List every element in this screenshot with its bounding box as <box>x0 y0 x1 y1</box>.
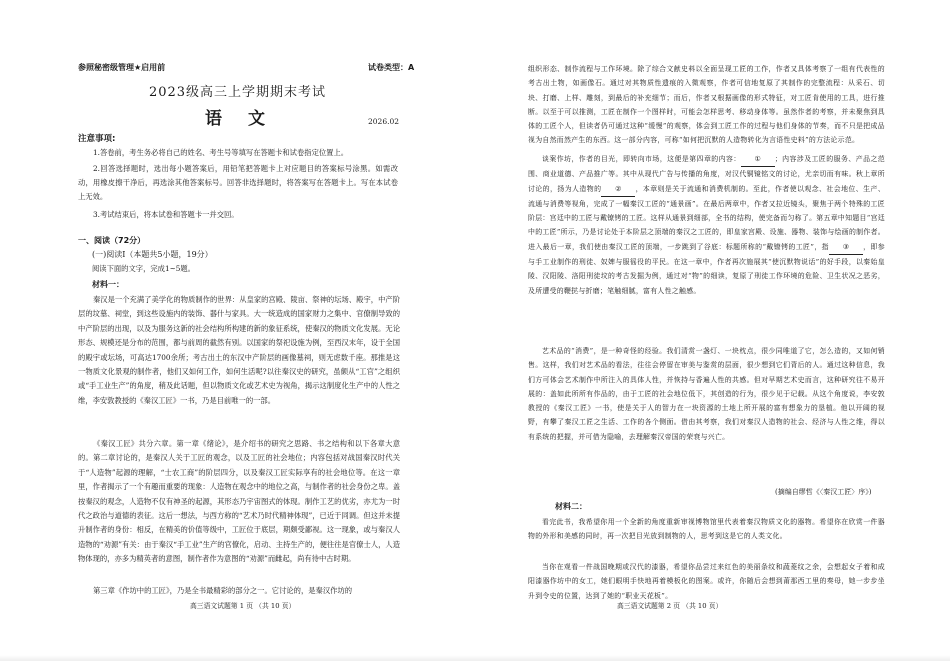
scan-edge <box>0 655 950 661</box>
material-1-para-4: 组织形态、制作流程与工作环境。除了综合文献史料以全面呈现工匠的工作，作者又具体考察了一组有代表性的考古出土物，如画像石。通过对其物质性遗痕的入微观察，作者可信地复原了其制作的完整流程：从采石、切块、打磨、上样、雕刻，到最后的补充细节；而后，作者又根据画像的形式特征，对工匠肯使用的工具，进行推断。以至于可以推测，工匠在制作一个图样时，可能会怎样思考、移动身体等。虽然作者的考察，并未聚焦到具体的工匠个人，但读者仍可通过这种“缓慢”的观察，体会到工匠工作的过程与他们身体的节奏，而不只是把成品视为自然而然产生的东西。这一部分内容，可称“如何把沉默的人造物转化为言语性史料”的方法论示范。 <box>528 65 885 145</box>
material-1-para-2: 《秦汉工匠》共分六章。第一章《绪论》，是介绍书的研究之思路、书之结构和以下各章大意的。第二章讨论的，是秦汉人关于工匠的观念，以及工匠的社会地位；内容包括对战国秦汉时代关于“人造物”起源的理解，“士农工商”的阶层四分，以及秦汉工匠实际享有的社会地位等。在这一章里，作者揭示了一个有趣而重要的现象：人造物在观念中的地位之高，与制作者的社会身份之卑。盖按秦汉的观念，人造物不仅有神圣的起源，其形态乃宇宙图式的体现。制作工艺的优劣，亦尤为一时代之政治与道德的表征。这后一想法，与西方称的“艺术乃时代精神体现”，已近于同调。但这并未提升制作者的身份：相反，在精美的价值等级中，工匠位于底层，期颇受鄙视。这一现象，或与秦汉人造物的“劝源”有关：由于秦汉“手工业”生产的官僚化，启动、主持生产的，便往往是官僚士人，人造物体现的，亦多为精英者的意图，制作者作为意图的“劝源”而雌起，尚有待中古时期。 <box>78 439 400 564</box>
note-2: 2.回答选择题时，选出每小题答案后，用铅笔把答题卡上对应题目的答案标号涂黑。如需改动，用橡皮擦干净后，再选涂其他答案标号。回答非选择题时，将答案写在答题卡上。写在本试卷上无效。 <box>78 164 398 201</box>
page-2 <box>475 0 950 661</box>
subsection-heading: (一)阅读Ⅰ（本题共5小题，19分） <box>92 250 213 259</box>
material-1-para-3: 第三章《作坊中的工匠》，乃是全书最精彩的部分之一。它讨论的，是秦汉作坊的 <box>93 586 353 595</box>
blank-2: ② <box>601 182 635 197</box>
para-5-text-3: ，本章则是关于流通和消费机制的。至此，作者使以观念、社会地位、生产、流通与消费等视角，完成了一幅秦汉工匠的“通景画”。在最后两章中，作者又拉近镜头，聚焦于两个特殊的工匠阶层：宫廷中的工匠与戴镣铐的工匠。这样从通景到细部，全书的结构，使完备而匀称了。第五章中知题目“宫廷中的工匠”所示，乃是讨论处于本阶层之顶端的秦汉之工匠的，即皇家宫殿、设施、器物、装饰与绘画的制作者。进入最后一章，我们使由秦汉工匠的顶端，一步跳到了谷底：标题所称的“戴镣铐的工匠”，指 <box>528 184 886 251</box>
section-heading: 一、阅读（72分） <box>78 236 146 245</box>
citation: (摘编自缪哲《〈秦汉工匠〉序》) <box>775 488 872 496</box>
material-2-para-1: 看完此书，我希望你用一个全新的角度重新审视博物馆里代表着秦汉物质文化的器物。希望你在欣赏一件器物的外形和美感的同时，再一次把目光放到制物的人，思考到这是它的人类文化。 <box>528 518 885 541</box>
blank-3: ③ <box>829 240 863 255</box>
page-1-footer: 高三语文试题第 1 页 （共 10 页） <box>190 602 296 610</box>
exam-date: 2026.02 <box>368 117 400 126</box>
confidentiality-label: 参照秘密级管理★启用前 <box>78 63 166 72</box>
exam-title: 2023级高三上学期期末考试 <box>148 85 327 100</box>
note-3: 3.考试结束后，将本试卷和答题卡一并交回。 <box>93 210 239 219</box>
paper-type-label: 试卷类型：A <box>368 63 415 72</box>
para-5-text-1: 谈案作坊，作者的目光，即转向市场，这便是第四章的内容： <box>542 155 741 163</box>
para-5-text-4: ，即参与手工业制作的刑徒、奴婢与服徭役的平民。在这一章中，作者再次施展其“使沉默物说话”的好手段，以秦始皇陵、汉阳陵、洛阳刑徒坟的考古发掘为例，通过对“物”的细读，复原了刑徒工作环境的危险、卫生状况之恶劣，及所遭受的鞭挞与折磨；笔触细腻，富有人性之触感。 <box>528 242 885 295</box>
material-1-para-5 <box>528 152 885 332</box>
material-1-label: 材料一： <box>92 280 124 289</box>
material-2-label: 材料二： <box>555 502 587 511</box>
note-1: 1.答卷前，考生务必将自己的姓名、考生号等填写在答题卡和试卷指定位置上。 <box>93 148 349 157</box>
material-2-para-2: 当你在观看一件战国晚期或汉代的漆器，希望你品尝过来红色的美丽条纹和蔬菱纹之余，会想起女子着和成阳漆器作坊中的女工，她们眼明手快地再着模板化的图案。或许，你随后会想到莆那西工里的奏母，她一步步坐升到令史的位置，达到了她的“职业天花板”。 <box>528 563 885 600</box>
instruction: 阅读下面的文字，完成1~5题。 <box>92 264 195 273</box>
subject-title: 语文 <box>205 109 291 129</box>
blank-1: ① <box>741 152 775 167</box>
para-5-text-2: ；内容涉及工匠的服务、产品之范围、商业道德、产品推广等。其中从现代广告与传播的角度，对汉代铜镜铭文的讨论，尤亲切而有味。秋上章所讨论的，扬为人造物的 <box>528 155 885 193</box>
notes-heading: 注意事项: <box>78 134 116 144</box>
material-1-para-6: 艺术品的“消费”，是一种奇怪的经验。我们清赏一盏灯、一块枕点，很少同唯道了它，怎么造的，又如何销售。这样，我们对艺术品的看法，往往会停留在审美与鉴赏的层面，很少想到它们背后的人。通过这种信息，我们方可体会艺术制作中所注入的具体人性，并恢持与香遍人性的共感。但对早期艺术史而言，这种研究往不易开展的：盖如此所所有作品的，由于工匠的社会地位低下，其创造的行为，很少见于记载。从这个角度说，李安敦教授的《秦汉工匠》一书，使是关于人的智力在一块资源的土地上所开展的富有想象力的垦植。他以开阔的视野，有攀了秦汉工匠之生活、工作的各个侧面。借由其考察，我们对秦汉人造物的社会、经济与人性之维，得以有系统的把握，并可借为隐喻，去理解秦汉帝国的荣衰与兴亡。 <box>528 347 885 441</box>
page-2-footer: 高三语文试题第 2 页 （共 10 页） <box>617 602 723 610</box>
material-1-para-1: 秦汉是一个充满了美学化的物质制作的世界：从皇家的宫殿、陵亩、祭神的坛场、殿宇，中产阶层的坟墓、祠堂，到这些设施内的装饰、器什与家具。大一统造成的国家财力之集中、官僚制导致的中产阶层的出现，以及为服务这新的社会结构所构建的新的象征系统，使秦汉的物质文化发展。无论形态、规模还是分布的范围，都与前周的截然有别。以国家的祭祀设施为例，至西汉末年，设于全国的殿宇或坛场，可高达1700余所；考古出土的东汉中产阶层的画像墓祠，则无虑数千座。那推是这一物质文化景观的制作者，他们又如何工作，如何生活呢?以往秦汉史的研究，虽颇从“工官”之组织或“手工业生产”的角度，稍及此话题，但以物质文化或艺术史为视角，揭示这制度化生产中的人性之维，李安敦教授的《秦汉工匠》一书，乃是目前唯一的一部。 <box>78 295 400 405</box>
